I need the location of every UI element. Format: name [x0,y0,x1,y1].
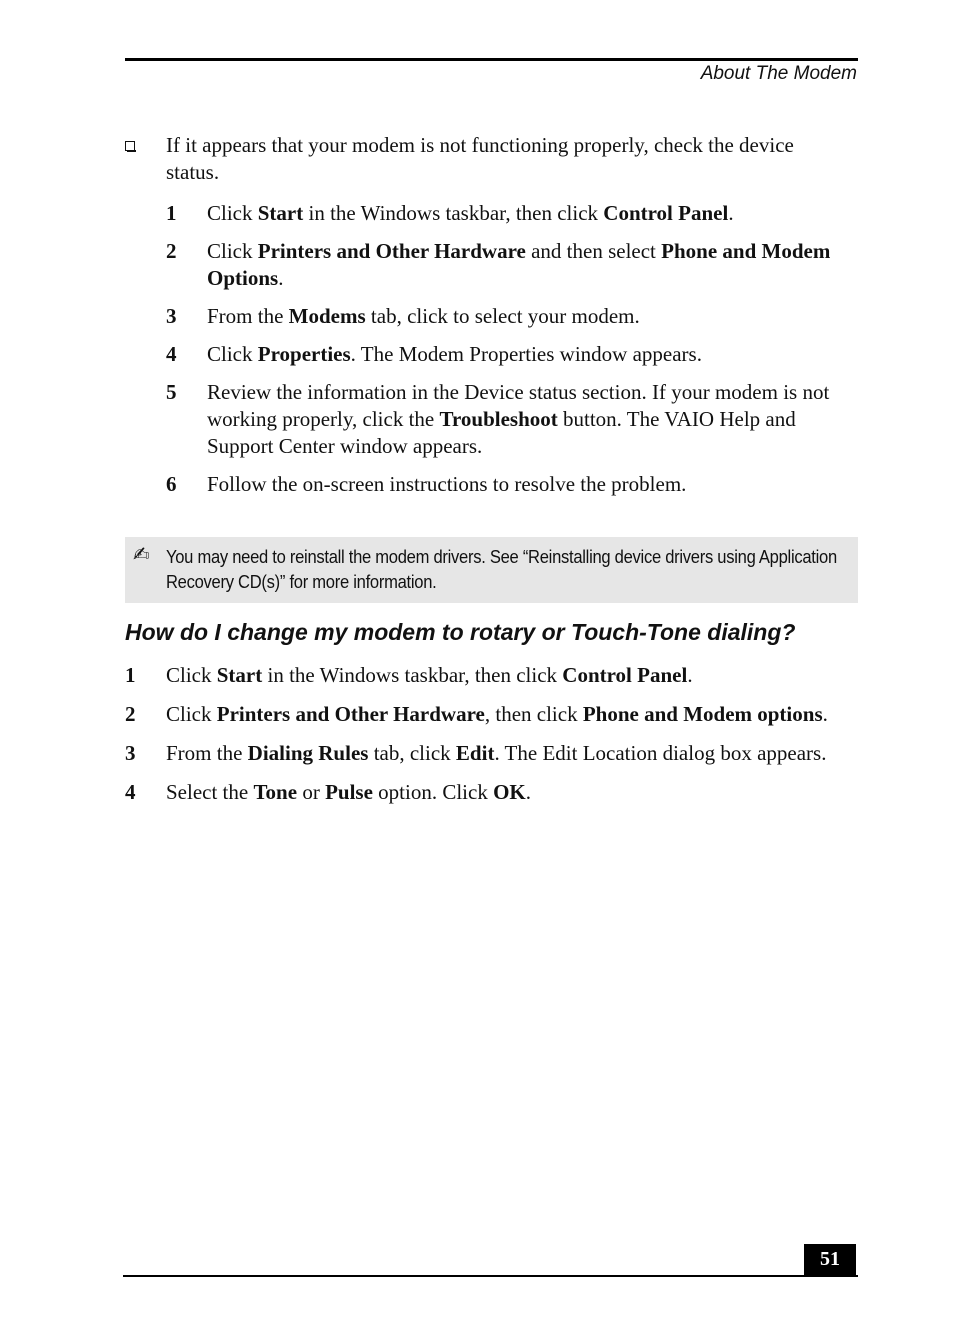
list-item: 4 Select the Tone or Pulse option. Click OK. [125,780,531,804]
list-item: 1 Click Start in the Windows taskbar, then click Control Panel. [125,663,693,687]
list-item: 2 Click Printers and Other Hardware and then select Phone and Modem Options. [166,239,831,290]
dialing-steps [125,662,850,818]
footer-rule [123,1275,858,1277]
list-item: 3 From the Dialing Rules tab, click Edit. The Edit Location dialog box appears. [125,741,827,765]
bullet-text: If it appears that your modem is not functioning properly, check the device status. [166,133,794,184]
list-item: 4 Click Properties. The Modem Properties window appears. [166,342,702,366]
list-item: 2 Click Printers and Other Hardware, then click Phone and Modem options. [125,702,828,726]
bullet-item [125,132,850,186]
list-item: 5 Review the information in the Device status section. If your modem is not working properly, click the Troubleshoot button. The VAIO Help and Support Center window appears. [166,380,830,458]
section-heading: How do I change my modem to rotary or Touch-Tone dialing? [125,619,796,645]
note-box [125,537,858,603]
page-number: 51 [804,1244,856,1277]
checkbox-bullet-icon [125,141,135,151]
list-item: 1 Click Start in the Windows taskbar, then click Control Panel. [166,201,734,225]
header-rule [125,58,858,61]
device-status-steps [166,200,856,509]
note-text: You may need to reinstall the modem drivers. See “Reinstalling device drivers using Application Recovery CD(s)” for more information. [166,547,837,592]
list-item: 3 From the Modems tab, click to select your modem. [166,304,640,328]
running-head: About The Modem [700,63,857,84]
note-pencil-icon: ✍ [133,542,150,566]
list-item: 6 Follow the on-screen instructions to resolve the problem. [166,472,687,496]
